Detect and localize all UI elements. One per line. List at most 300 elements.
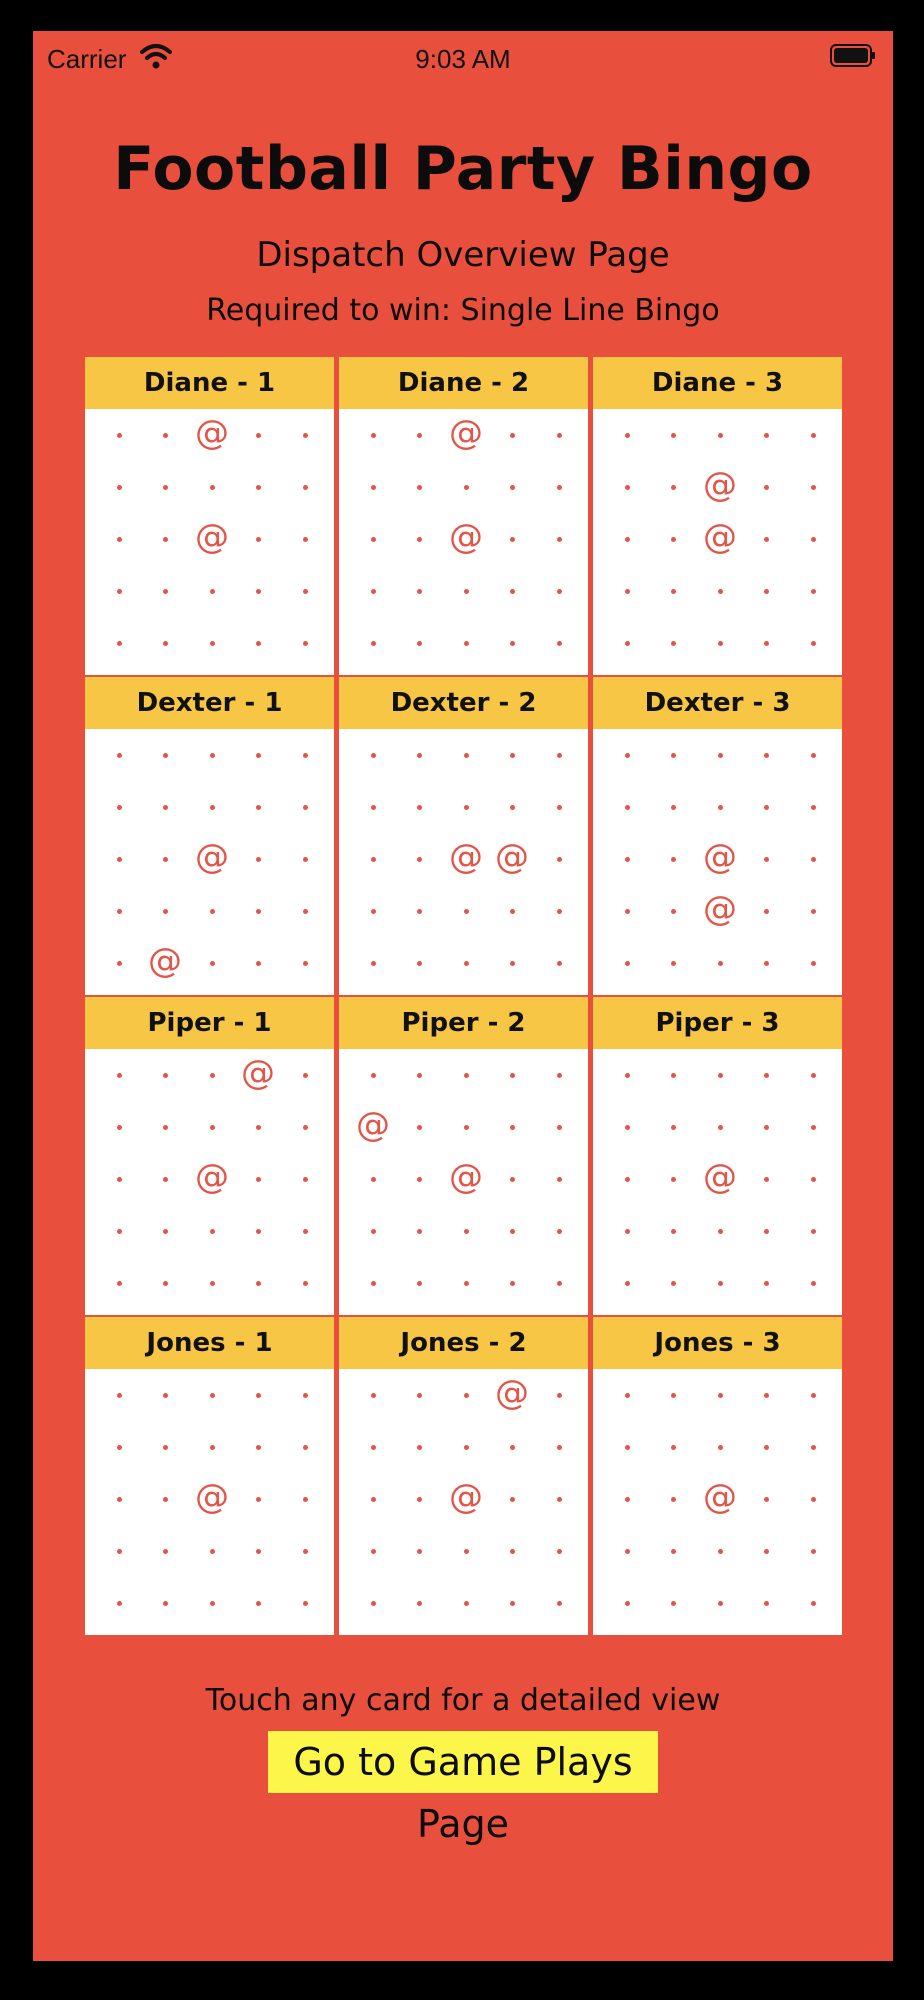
- empty-cell-dot: [718, 1601, 723, 1606]
- empty-cell: [189, 885, 235, 937]
- empty-cell: [350, 885, 396, 937]
- bingo-card[interactable]: [593, 357, 842, 675]
- empty-cell-dot: [671, 1229, 676, 1234]
- empty-cell-dot: [117, 1229, 122, 1234]
- empty-cell: [282, 1369, 328, 1421]
- mark-symbol: @: [241, 1053, 275, 1093]
- empty-cell: [650, 1369, 696, 1421]
- empty-cell-dot: [811, 1601, 816, 1606]
- empty-cell-dot: [464, 589, 469, 594]
- empty-cell-dot: [464, 909, 469, 914]
- empty-cell: [650, 885, 696, 937]
- empty-cell-dot: [417, 1445, 422, 1450]
- empty-cell-dot: [671, 857, 676, 862]
- empty-cell: [536, 1257, 582, 1309]
- empty-cell: [743, 1473, 789, 1525]
- empty-cell-dot: [117, 805, 122, 810]
- empty-cell-dot: [764, 1177, 769, 1182]
- empty-cell-dot: [625, 857, 630, 862]
- empty-cell: [650, 833, 696, 885]
- empty-cell-dot: [163, 589, 168, 594]
- empty-cell-dot: [117, 909, 122, 914]
- empty-cell: [189, 565, 235, 617]
- empty-cell-dot: [811, 1445, 816, 1450]
- empty-cell: [189, 1257, 235, 1309]
- empty-cell: [142, 781, 188, 833]
- empty-cell: [604, 513, 650, 565]
- empty-cell: [443, 1205, 489, 1257]
- marked-cell: [350, 1101, 396, 1153]
- empty-cell-dot: [464, 1601, 469, 1606]
- empty-cell-dot: [303, 1497, 308, 1502]
- empty-cell-dot: [811, 1281, 816, 1286]
- bingo-card[interactable]: [339, 677, 588, 995]
- empty-cell: [96, 781, 142, 833]
- carrier-label: Carrier: [47, 44, 127, 74]
- empty-cell: [743, 1369, 789, 1421]
- empty-cell: [396, 513, 442, 565]
- empty-cell-dot: [303, 1125, 308, 1130]
- empty-cell-dot: [625, 537, 630, 542]
- empty-cell: [282, 1577, 328, 1629]
- empty-cell-dot: [163, 1177, 168, 1182]
- empty-cell-dot: [764, 805, 769, 810]
- empty-cell: [697, 1049, 743, 1101]
- empty-cell-dot: [811, 1177, 816, 1182]
- empty-cell-dot: [303, 1229, 308, 1234]
- empty-cell: [604, 409, 650, 461]
- empty-cell: [536, 1101, 582, 1153]
- card-title: Dexter - 1: [85, 677, 334, 729]
- empty-cell: [790, 1101, 836, 1153]
- mark-symbol: @: [495, 1373, 529, 1413]
- empty-cell: [697, 1101, 743, 1153]
- empty-cell-dot: [256, 433, 261, 438]
- app-screen: [33, 31, 893, 1961]
- empty-cell: [489, 1049, 535, 1101]
- empty-cell: [536, 1421, 582, 1473]
- empty-cell-dot: [417, 537, 422, 542]
- empty-cell-dot: [510, 1497, 515, 1502]
- empty-cell: [697, 409, 743, 461]
- empty-cell: [650, 1525, 696, 1577]
- empty-cell-dot: [371, 1549, 376, 1554]
- empty-cell: [396, 1257, 442, 1309]
- empty-cell: [790, 461, 836, 513]
- empty-cell-dot: [764, 1601, 769, 1606]
- empty-cell: [790, 565, 836, 617]
- empty-cell-dot: [718, 589, 723, 594]
- empty-cell: [350, 617, 396, 669]
- empty-cell: [96, 409, 142, 461]
- empty-cell: [790, 1473, 836, 1525]
- empty-cell: [443, 1049, 489, 1101]
- empty-cell: [743, 1049, 789, 1101]
- bingo-card[interactable]: [339, 997, 588, 1315]
- empty-cell-dot: [625, 589, 630, 594]
- empty-cell-dot: [303, 753, 308, 758]
- empty-cell: [790, 513, 836, 565]
- empty-cell: [489, 781, 535, 833]
- empty-cell-dot: [163, 485, 168, 490]
- empty-cell-dot: [417, 1601, 422, 1606]
- empty-cell-dot: [557, 1601, 562, 1606]
- empty-cell-dot: [464, 1393, 469, 1398]
- empty-cell: [282, 1421, 328, 1473]
- mark-symbol: @: [148, 941, 182, 981]
- empty-cell-dot: [256, 1549, 261, 1554]
- empty-cell: [96, 1577, 142, 1629]
- bingo-card[interactable]: [339, 357, 588, 675]
- empty-cell: [697, 1577, 743, 1629]
- empty-cell: [235, 781, 281, 833]
- empty-cell-dot: [811, 1393, 816, 1398]
- empty-cell: [235, 729, 281, 781]
- empty-cell-dot: [256, 805, 261, 810]
- empty-cell: [189, 1577, 235, 1629]
- empty-cell: [189, 1369, 235, 1421]
- empty-cell: [282, 617, 328, 669]
- empty-cell: [743, 885, 789, 937]
- empty-cell: [443, 565, 489, 617]
- empty-cell-dot: [163, 1281, 168, 1286]
- empty-cell: [604, 1257, 650, 1309]
- empty-cell-dot: [210, 1601, 215, 1606]
- empty-cell: [604, 781, 650, 833]
- empty-cell: [443, 729, 489, 781]
- empty-cell-dot: [417, 1125, 422, 1130]
- empty-cell-dot: [256, 1393, 261, 1398]
- card-title: Diane - 3: [593, 357, 842, 409]
- empty-cell-dot: [464, 753, 469, 758]
- empty-cell-dot: [417, 485, 422, 490]
- empty-cell: [604, 1369, 650, 1421]
- card-title: Piper - 1: [85, 997, 334, 1049]
- empty-cell-dot: [625, 1125, 630, 1130]
- empty-cell: [743, 1257, 789, 1309]
- empty-cell-dot: [671, 1073, 676, 1078]
- empty-cell: [396, 1153, 442, 1205]
- empty-cell-dot: [557, 537, 562, 542]
- empty-cell-dot: [117, 1445, 122, 1450]
- page-title: Football Party Bingo: [113, 134, 813, 204]
- empty-cell: [697, 1421, 743, 1473]
- bingo-card[interactable]: [85, 357, 334, 675]
- marked-cell: [697, 885, 743, 937]
- empty-cell-dot: [811, 753, 816, 758]
- empty-cell: [235, 565, 281, 617]
- marked-cell: [697, 461, 743, 513]
- bingo-card[interactable]: [593, 1317, 842, 1635]
- bingo-card[interactable]: [85, 1317, 334, 1635]
- empty-cell: [604, 1473, 650, 1525]
- empty-cell: [790, 1153, 836, 1205]
- empty-cell: [536, 729, 582, 781]
- empty-cell-dot: [557, 485, 562, 490]
- empty-cell: [743, 1525, 789, 1577]
- empty-cell-dot: [303, 1445, 308, 1450]
- empty-cell: [604, 461, 650, 513]
- empty-cell: [396, 565, 442, 617]
- marked-cell: [489, 833, 535, 885]
- empty-cell: [790, 1525, 836, 1577]
- empty-cell-dot: [671, 1393, 676, 1398]
- empty-cell-dot: [256, 589, 261, 594]
- empty-cell-dot: [303, 1281, 308, 1286]
- empty-cell-dot: [625, 1445, 630, 1450]
- card-title: Piper - 3: [593, 997, 842, 1049]
- empty-cell: [350, 1421, 396, 1473]
- empty-cell: [396, 781, 442, 833]
- empty-cell-dot: [371, 1393, 376, 1398]
- empty-cell: [235, 1257, 281, 1309]
- empty-cell: [489, 937, 535, 989]
- empty-cell: [536, 565, 582, 617]
- empty-cell-dot: [417, 961, 422, 966]
- empty-cell: [142, 885, 188, 937]
- empty-cell-dot: [557, 1229, 562, 1234]
- empty-cell-dot: [117, 1601, 122, 1606]
- empty-cell-dot: [117, 485, 122, 490]
- empty-cell-dot: [210, 1445, 215, 1450]
- empty-cell-dot: [417, 857, 422, 862]
- empty-cell: [142, 1369, 188, 1421]
- empty-cell-dot: [371, 857, 376, 862]
- mark-symbol: @: [195, 1157, 229, 1197]
- empty-cell: [604, 1421, 650, 1473]
- empty-cell: [536, 833, 582, 885]
- empty-cell-dot: [671, 805, 676, 810]
- empty-cell-dot: [764, 485, 769, 490]
- empty-cell-dot: [371, 1601, 376, 1606]
- empty-cell-dot: [303, 1177, 308, 1182]
- empty-cell-dot: [625, 1073, 630, 1078]
- empty-cell: [396, 1101, 442, 1153]
- empty-cell-dot: [303, 909, 308, 914]
- empty-cell: [443, 1257, 489, 1309]
- bingo-card[interactable]: [593, 677, 842, 995]
- empty-cell-dot: [811, 1497, 816, 1502]
- mark-symbol: @: [449, 413, 483, 453]
- empty-cell: [489, 1525, 535, 1577]
- empty-cell-dot: [625, 1281, 630, 1286]
- empty-cell: [743, 833, 789, 885]
- marked-cell: [189, 1473, 235, 1525]
- mark-symbol: @: [703, 889, 737, 929]
- empty-cell: [697, 1257, 743, 1309]
- empty-cell-dot: [764, 753, 769, 758]
- empty-cell-dot: [210, 805, 215, 810]
- empty-cell-dot: [811, 1125, 816, 1130]
- empty-cell: [443, 781, 489, 833]
- empty-cell: [96, 461, 142, 513]
- empty-cell-dot: [256, 1601, 261, 1606]
- empty-cell: [443, 1369, 489, 1421]
- empty-cell-dot: [163, 909, 168, 914]
- empty-cell-dot: [625, 909, 630, 914]
- empty-cell: [96, 1049, 142, 1101]
- empty-cell: [350, 729, 396, 781]
- empty-cell-dot: [764, 589, 769, 594]
- empty-cell-dot: [718, 961, 723, 966]
- empty-cell: [235, 1421, 281, 1473]
- empty-cell-dot: [417, 1549, 422, 1554]
- empty-cell-dot: [371, 805, 376, 810]
- empty-cell: [790, 729, 836, 781]
- empty-cell: [790, 833, 836, 885]
- empty-cell: [650, 937, 696, 989]
- empty-cell-dot: [625, 805, 630, 810]
- empty-cell: [235, 1369, 281, 1421]
- empty-cell: [489, 1421, 535, 1473]
- empty-cell: [443, 617, 489, 669]
- empty-cell-dot: [510, 1445, 515, 1450]
- bingo-card[interactable]: [593, 997, 842, 1315]
- empty-cell: [142, 1153, 188, 1205]
- card-title: Jones - 3: [593, 1317, 842, 1369]
- empty-cell-dot: [557, 1125, 562, 1130]
- empty-cell: [650, 409, 696, 461]
- mark-symbol: @: [195, 837, 229, 877]
- empty-cell: [790, 885, 836, 937]
- marked-cell: [189, 833, 235, 885]
- empty-cell: [235, 1153, 281, 1205]
- marked-cell: [443, 409, 489, 461]
- empty-cell: [350, 565, 396, 617]
- empty-cell: [96, 1369, 142, 1421]
- empty-cell: [697, 1205, 743, 1257]
- empty-cell: [536, 885, 582, 937]
- empty-cell-dot: [671, 909, 676, 914]
- empty-cell: [396, 1049, 442, 1101]
- empty-cell: [650, 1205, 696, 1257]
- empty-cell: [350, 1525, 396, 1577]
- empty-cell: [96, 937, 142, 989]
- empty-cell: [650, 565, 696, 617]
- empty-cell-dot: [256, 537, 261, 542]
- empty-cell: [650, 1101, 696, 1153]
- empty-cell: [790, 1577, 836, 1629]
- empty-cell-dot: [671, 1601, 676, 1606]
- empty-cell: [489, 1577, 535, 1629]
- empty-cell: [697, 565, 743, 617]
- empty-cell: [536, 617, 582, 669]
- empty-cell-dot: [303, 485, 308, 490]
- empty-cell: [189, 937, 235, 989]
- marked-cell: [443, 1153, 489, 1205]
- empty-cell-dot: [811, 909, 816, 914]
- empty-cell-dot: [557, 857, 562, 862]
- empty-cell: [189, 461, 235, 513]
- empty-cell-dot: [163, 805, 168, 810]
- bingo-card[interactable]: [85, 677, 334, 995]
- empty-cell-dot: [210, 485, 215, 490]
- empty-cell: [350, 1473, 396, 1525]
- empty-cell-dot: [625, 1601, 630, 1606]
- empty-cell-dot: [210, 909, 215, 914]
- card-title: Dexter - 3: [593, 677, 842, 729]
- empty-cell: [489, 513, 535, 565]
- empty-cell: [697, 729, 743, 781]
- clock-time: 9:03 AM: [415, 44, 511, 74]
- empty-cell-dot: [510, 753, 515, 758]
- empty-cell-dot: [163, 1601, 168, 1606]
- empty-cell: [443, 885, 489, 937]
- marked-cell: [489, 1369, 535, 1421]
- empty-cell-dot: [510, 537, 515, 542]
- empty-cell: [697, 617, 743, 669]
- empty-cell: [536, 1153, 582, 1205]
- empty-cell-dot: [557, 1549, 562, 1554]
- empty-cell: [142, 1473, 188, 1525]
- empty-cell-dot: [303, 1549, 308, 1554]
- empty-cell-dot: [417, 909, 422, 914]
- empty-cell: [443, 1421, 489, 1473]
- empty-cell-dot: [811, 805, 816, 810]
- empty-cell-dot: [371, 1445, 376, 1450]
- empty-cell: [604, 729, 650, 781]
- card-title: Piper - 2: [339, 997, 588, 1049]
- empty-cell-dot: [163, 753, 168, 758]
- empty-cell: [396, 1577, 442, 1629]
- empty-cell-dot: [163, 1393, 168, 1398]
- mark-symbol: @: [703, 517, 737, 557]
- empty-cell-dot: [811, 857, 816, 862]
- mark-symbol: @: [195, 517, 229, 557]
- empty-cell: [189, 1101, 235, 1153]
- empty-cell-dot: [764, 1497, 769, 1502]
- empty-cell: [536, 409, 582, 461]
- bingo-card[interactable]: [85, 997, 334, 1315]
- empty-cell: [604, 1153, 650, 1205]
- empty-cell-dot: [718, 753, 723, 758]
- empty-cell-dot: [557, 641, 562, 646]
- empty-cell: [282, 937, 328, 989]
- empty-cell-dot: [811, 641, 816, 646]
- empty-cell-dot: [303, 589, 308, 594]
- empty-cell-dot: [303, 805, 308, 810]
- empty-cell-dot: [510, 805, 515, 810]
- empty-cell: [604, 833, 650, 885]
- empty-cell-dot: [625, 753, 630, 758]
- empty-cell: [396, 461, 442, 513]
- game-plays-button[interactable]: Go to Game Plays Page: [268, 1731, 658, 1793]
- empty-cell: [282, 1101, 328, 1153]
- marked-cell: [443, 513, 489, 565]
- status-bar: [33, 31, 893, 87]
- empty-cell-dot: [371, 961, 376, 966]
- empty-cell-dot: [210, 1549, 215, 1554]
- bingo-card[interactable]: [339, 1317, 588, 1635]
- empty-cell-dot: [371, 909, 376, 914]
- empty-cell: [96, 1473, 142, 1525]
- empty-cell: [142, 461, 188, 513]
- empty-cell-dot: [303, 857, 308, 862]
- empty-cell-dot: [303, 1073, 308, 1078]
- empty-cell-dot: [417, 641, 422, 646]
- empty-cell-dot: [510, 485, 515, 490]
- empty-cell: [743, 1205, 789, 1257]
- empty-cell: [282, 513, 328, 565]
- empty-cell: [282, 833, 328, 885]
- empty-cell-dot: [625, 641, 630, 646]
- card-title: Diane - 1: [85, 357, 334, 409]
- empty-cell: [443, 937, 489, 989]
- empty-cell-dot: [210, 961, 215, 966]
- empty-cell: [396, 885, 442, 937]
- empty-cell-dot: [510, 1073, 515, 1078]
- empty-cell: [396, 1473, 442, 1525]
